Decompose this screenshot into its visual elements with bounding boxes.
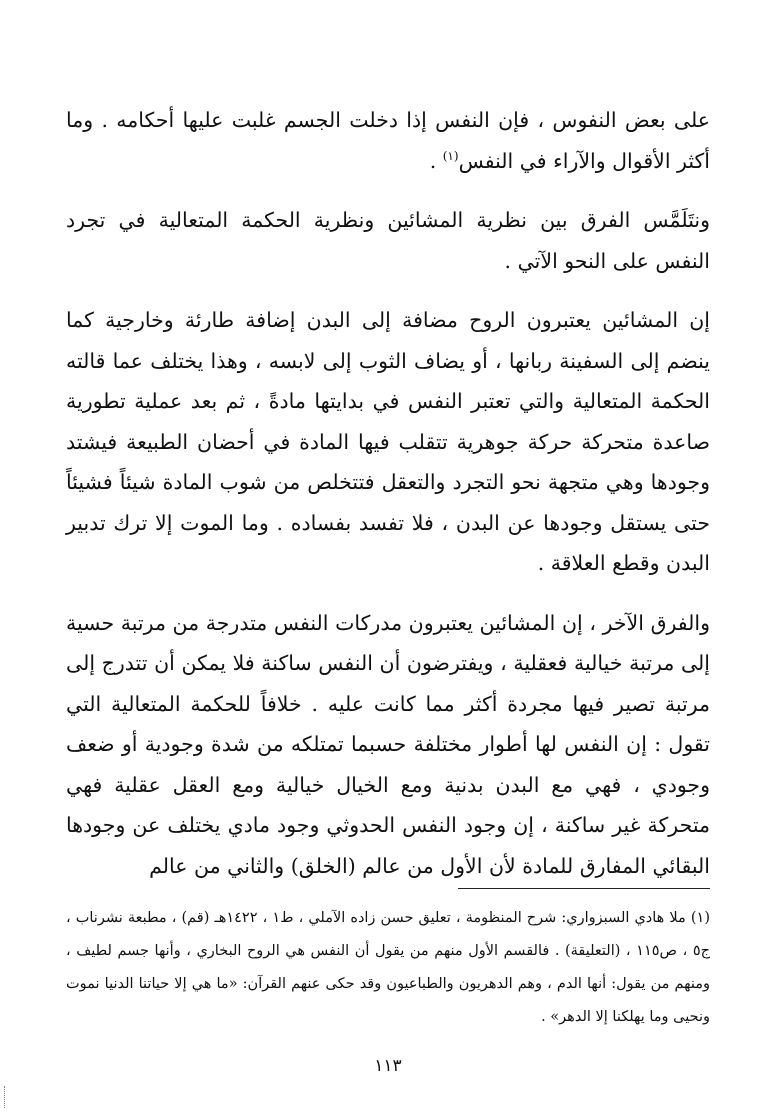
paragraph-1-end: . [429, 148, 443, 173]
paragraph-3: إن المشائين يعتبرون الروح مضافة إلى البدن إضافة طارئة وخارجية كما ينضم إلى السفينة ربانها ، أو يضاف الثوب إلى لابسه ، وهذا يختلف عما قالته الحكمة المتعالية والتي تعتبر النفس في بدايتها مادةً ، ثم بعد عملية تطورية صاعدة متحركة حركة جوهرية تتقلب فيها المادة في أحضان الطبيعة فيشتد وجودها وهي متجهة نحو التجرد والتعقل فتتخلص من شوب المادة شيئاً فشيئاً حتى يستقل وجودها عن البدن ، فلا تفسد بفساده . وما الموت إلا ترك تدبير البدن وقطع العلاقة . [66, 308, 710, 575]
paragraph-1-text: على بعض النفوس ، فإن النفس إذا دخلت الجسم غلبت عليها أحكامه . وما أكثر الأقوال والآراء في النفس [66, 108, 710, 173]
page-number: ١١٣ [374, 1056, 402, 1076]
footnote-reference: (١) [442, 148, 459, 163]
paragraph-2: ونتَلَمَّس الفرق بين نظرية المشائين ونظرية الحكمة المتعالية في تجرد النفس على النحو الآتي . [66, 208, 710, 273]
footnote-1: (١) ملا هادي السبزواري: شرح المنظومة ، تعليق حسن زاده الآملي ، ط١ ، ١٤٢٢هـ (قم) ، مطبعة نشرناب ، ج٥ ، ص١١٥ ، (التعليقة) . فالقسم الأول منهم من يقول أن النفس هي الروح البخاري ، وأنها جسم لطيف ، ومنهم من يقول: أنها الدم ، وهم الدهريون والطباعيون وقد حكى عنهم القرآن: «ما هي إلا حياتنا الدنيا نموت ونحيى وما يهلكنا إلا الدهر» . [66, 910, 711, 1025]
paragraph-4: والفرق الآخر ، إن المشائين يعتبرون مدركات النفس متدرجة من مرتبة حسية إلى مرتبة خيالية فعقلية ، ويفترضون أن النفس ساكنة فلا يمكن أن تتدرج إلى مرتبة تصير فيها مجردة أكثر مما كانت عليه . خلافاً للحكمة المتعالية التي تقول : إن النفس لها أطوار مختلفة حسبما تمتلكه من شدة وجودية أو ضعف وجودي ، فهي مع البدن بدنية ومع الخيال خيالية ومع العقل عقلية فهي متحركة غير ساكنة ، إن وجود النفس الحدوثي وجود مادي يختلف عن وجودها البقائي المفارق للمادة لأن الأول من عالم (الخلق) والثاني من عالم [66, 610, 710, 878]
main-text [66, 100, 710, 905]
footnote-separator [458, 888, 710, 889]
paragraph-1 [66, 100, 710, 181]
scan-edge-mark [4, 1086, 7, 1108]
footnotes [66, 902, 710, 1034]
